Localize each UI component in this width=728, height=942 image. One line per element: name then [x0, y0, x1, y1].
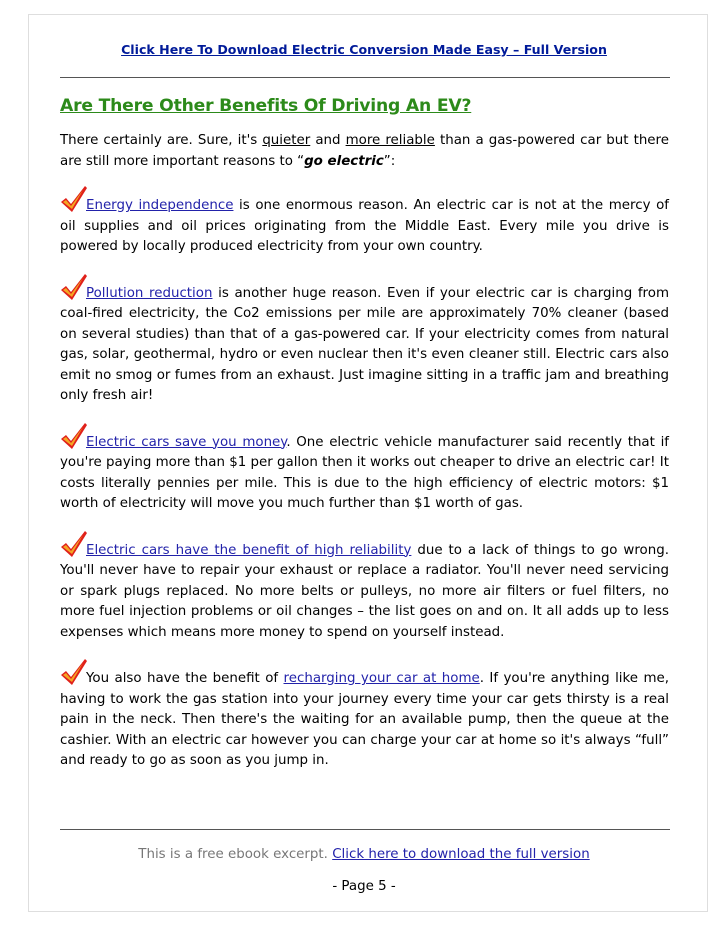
article: [60, 95, 669, 798]
benefit-text: [60, 433, 669, 515]
more-reliable-term: more reliable: [345, 133, 435, 148]
intro-paragraph: [60, 131, 669, 172]
benefit-body: due to a lack of things to go wrong. You'll never have to repair your exhaust or replace a radiator. You'll never need servicing or spark plugs replaced. No more belts or pulleys, no more air filters or fuel filters, no more fuel injection problems or oil changes – the list goes on and on. It all adds up to less expenses which means more money to spend on yourself instead.: [60, 542, 669, 640]
intro-text: than a gas-powered car but there are still more important reasons to “: [60, 133, 669, 169]
benefit-item-pollution-reduction: [60, 284, 669, 407]
download-full-version-link[interactable]: Click Here To Download Electric Conversion Made Easy – Full Version: [121, 42, 607, 57]
page-number: - Page 5 -: [332, 879, 396, 894]
header-divider: [60, 77, 670, 78]
go-electric-emphasis: go electric: [304, 153, 384, 169]
benefit-item-high-reliability: [60, 541, 669, 644]
benefit-body: is another huge reason. Even if your electric car is charging from coal-fired electricity, the Co2 emissions per mile are approximately 70% cleaner (based on several studies) than that of a gas-powered car. If your electricity comes from natural gas, solar, geothermal, hydro or even nuclear then it's even cleaner still. Electric cars also emit no smog or fumes from an exhaust. Just imagine sitting in a traffic jam and breathing only fresh air!: [60, 285, 670, 403]
pollution-reduction-link[interactable]: Pollution reduction: [86, 285, 213, 301]
benefit-body: is one enormous reason. An electric car is not at the mercy of oil supplies and oil prices originating from the Middle East. Every mile you drive is powered by locally produced electricity from your own country.: [60, 198, 669, 254]
intro-text: and: [310, 133, 346, 148]
checkmark-icon: [60, 658, 88, 688]
benefit-text: [60, 541, 669, 644]
high-reliability-link[interactable]: Electric cars have the benefit of high reliability: [86, 542, 412, 558]
checkmark-icon: [60, 530, 88, 560]
recharging-at-home-link[interactable]: recharging your car at home: [283, 671, 480, 686]
article-title: Are There Other Benefits Of Driving An EV?: [60, 96, 472, 116]
benefit-body: . If you're anything like me, having to work the gas station into your journey every time your car gets thirsty is a real pain in the neck. Then there's the waiting for an available pump, then the queue at the cashier. With an electric car however you can charge your car at home so it's always “full” and ready to go as soon as you jump in.: [60, 671, 669, 768]
header: [0, 42, 728, 57]
footer-note: This is a free ebook excerpt.: [138, 847, 328, 862]
benefit-text: [60, 196, 669, 258]
checkmark-icon: [60, 422, 88, 452]
benefit-item-energy-independence: [60, 196, 669, 258]
benefit-item-save-money: [60, 433, 669, 515]
energy-independence-link[interactable]: Energy independence: [86, 198, 234, 213]
checkmark-icon: [60, 185, 88, 215]
benefit-text: [60, 284, 669, 407]
footer-download-link[interactable]: Click here to download the full version: [332, 847, 590, 862]
footer-divider: [60, 829, 670, 830]
benefit-body: . One electric vehicle manufacturer said recently that if you're paying more than $1 per gallon then it works out cheaper to drive an electric car! It costs literally pennies per mile. This is due to the high efficiency of electric motors: $1 worth of electricity will move you much further than $1 worth of gas.: [60, 434, 669, 511]
quieter-term: quieter: [262, 133, 311, 148]
benefit-body: You also have the benefit of: [86, 671, 284, 686]
intro-text: ”:: [383, 153, 396, 169]
benefit-text: [60, 669, 669, 772]
intro-text: There certainly are. Sure, it's: [60, 133, 263, 148]
benefit-item-recharging-at-home: [60, 669, 669, 772]
footer: [0, 847, 728, 862]
save-money-link[interactable]: Electric cars save you money: [86, 434, 287, 450]
checkmark-icon: [60, 273, 88, 303]
